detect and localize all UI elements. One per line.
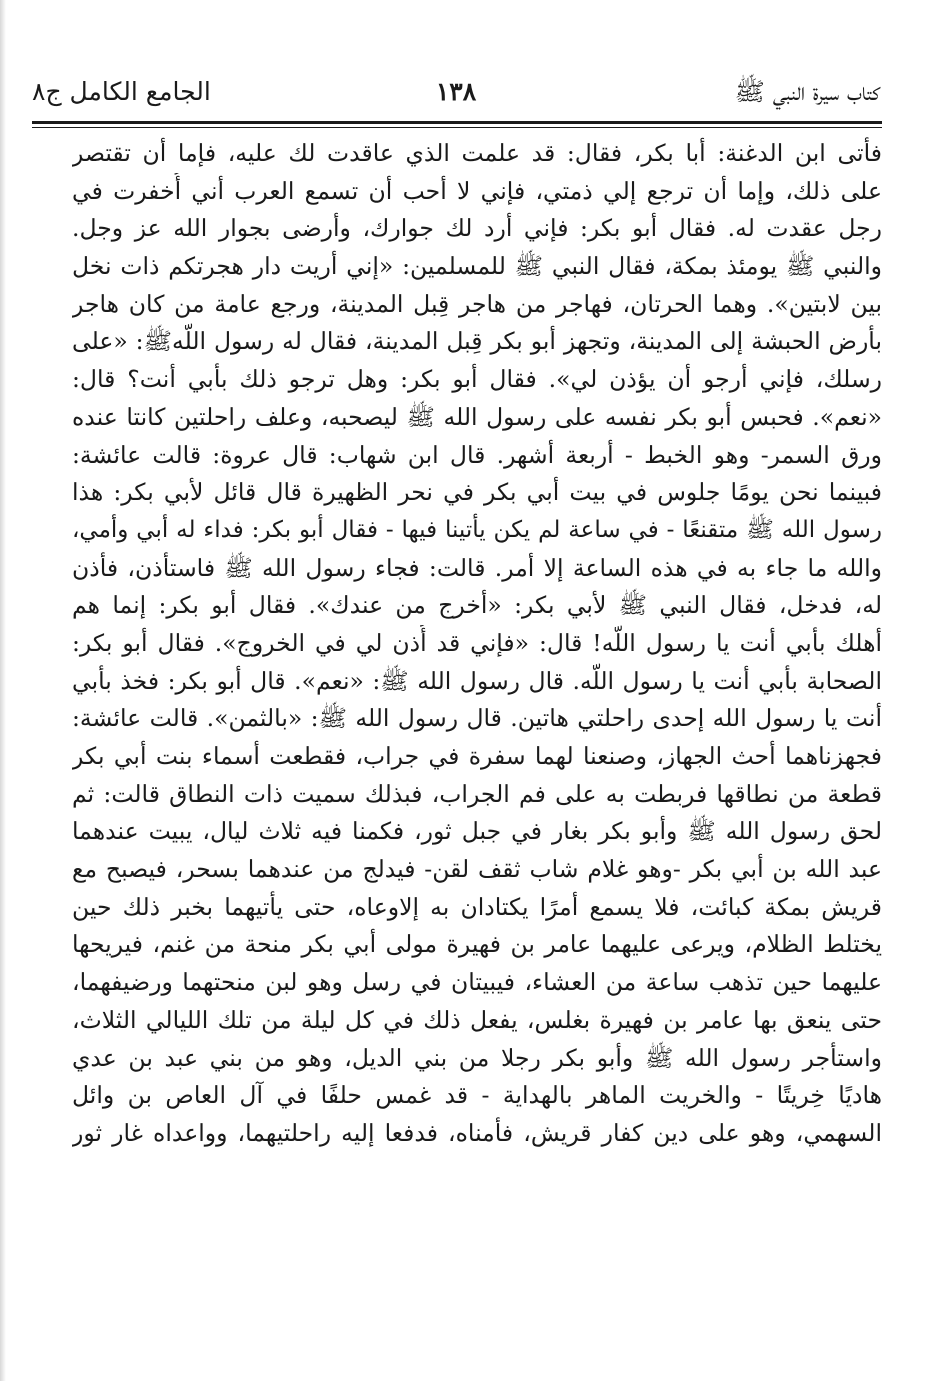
text-line: فبينما نحن يومًا جلوس في بيت أبي بكر في نحر الظهيرة قال قائل لأبي بكر: هذا	[72, 478, 882, 507]
body-text	[72, 135, 882, 1153]
text-line: السهمي، وهو على دين كفار قريش، فأمناه، فدفعا إليه راحلتيهما، وواعداه غار ثور	[72, 1118, 882, 1147]
text-line: بأرض الحبشة إلى المدينة، وتجهز أبو بكر قِبل المدينة، فقال له رسول اللّهﷺ: «على	[72, 327, 882, 356]
text-line: فأتى ابن الدغنة: أبا بكر، فقال: قد علمت الذي عاقدت لك عليه، فإما أن تقتصر	[72, 139, 882, 167]
text-line: واستأجر رسول الله ﷺ وأبو بكر رجلا من بني الديل، وهو من بني عبد بن عدي	[72, 1043, 882, 1072]
text-line: على ذلك، وإما أن ترجع إلي ذمتي، فإني لا أحب أن تسمع العرب أني أُخفرت في	[72, 176, 882, 205]
text-line: ورق السمر- وهو الخبط - أربعة أشهر. قال ابن شهاب: قال عروة: قالت عائشة:	[72, 440, 882, 469]
text-line: لحق رسول الله ﷺ وأبو بكر بغار في جبل ثور، فكمنا فيه ثلاث ليال، يبيت عندهما	[72, 817, 882, 846]
text-line: رسلك، فإني أرجو أن يؤذن لي». فقال أبو بكر: وهل ترجو ذلك بأبي أنت؟ قال:	[72, 365, 882, 394]
text-line: رسول الله ﷺ متقنعًا - في ساعة لم يكن يأتينا فيها - فقال أبو بكر: فداء له أبي وأمي،	[72, 516, 882, 543]
text-line: والنبي ﷺ يومئذ بمكة، فقال النبي ﷺ للمسلمين: «إني أريت دار هجرتكم ذات نخل	[72, 252, 882, 281]
text-line: رجل عقدت له. فقال أبو بكر: فإني أرد لك جوارك، وأرضى بجوار الله عز وجل.	[72, 214, 882, 243]
header-rule-thick	[32, 121, 882, 124]
text-line: أنت يا رسول الله إحدى راحلتي هاتين. قال رسول الله ﷺ: «بالثمن». قالت عائشة:	[72, 704, 882, 733]
text-line: قطعة من نطاقها فربطت به على فم الجراب، فبذلك سميت ذات النطاق قالت: ثم	[72, 779, 882, 808]
text-line: له، فدخل، فقال النبي ﷺ لأبي بكر: «أخرج من عندك». فقال أبو بكر: إنما هم	[72, 591, 882, 620]
text-line: هاديًا خِريتًا - والخريت الماهر بالهداية - قد غمس حلفًا في آل العاص بن وائل	[72, 1081, 882, 1110]
text-line: بين لابتين». وهما الحرتان، فهاجر من هاجر قِبل المدينة، ورجع عامة من كان هاجر	[72, 289, 882, 318]
running-header	[32, 72, 880, 120]
text-line: والله ما جاء به في هذه الساعة إلا أمر. قالت: فجاء رسول الله ﷺ فاستأذن، فأذن	[72, 553, 882, 582]
text-line: «نعم». فحبس أبو بكر نفسه على رسول الله ﷺ ليصحبه، وعلف راحلتين كانتا عنده	[72, 402, 882, 431]
page-number: ١٣٨	[435, 77, 477, 106]
book-title: كتاب سيرة النبي ﷺ	[734, 77, 880, 106]
text-line: فجهزناهما أحث الجهاز، وصنعنا لهما سفرة في جراب، فقطعت أسماء بنت أبي بكر	[72, 742, 882, 770]
text-line: قريش بمكة كبائت، فلا يسمع أمرًا يكتادان به إلاوعاه، حتى يأتيهما بخبر ذلك حين	[72, 892, 882, 921]
header-rule-thin	[32, 127, 882, 128]
text-line: الصحابة بأبي أنت يا رسول اللّه. قال رسول الله ﷺ: «نعم». قال أبو بكر: فخذ بأبي	[72, 666, 882, 695]
series-title: الجامع الكامل ج٨	[32, 77, 211, 106]
text-line: عليهما حين تذهب ساعة من العشاء، فيبيتان في رسل وهو لبن منحتهما ورضيفهما،	[72, 968, 882, 997]
text-line: أهلك بأبي أنت يا رسول اللّه! قال: «فإني قد أُذن لي في الخروج». فقال أبو بكر:	[72, 628, 882, 657]
page-spine-shadow	[0, 0, 6, 1381]
text-line: يختلط الظلام، ويرعى عليهما عامر بن فهيرة مولى أبي بكر منحة من غنم، فيريحها	[72, 930, 882, 959]
text-line: عبد الله بن أبي بكر -وهو غلام شاب ثقف لقن- فيدلج من عندهما بسحر، فيصبح مع	[72, 855, 882, 884]
text-line: حتى ينعق بها عامر بن فهيرة بغلس، يفعل ذلك في كل ليلة من تلك الليالي الثلاث،	[72, 1005, 882, 1034]
